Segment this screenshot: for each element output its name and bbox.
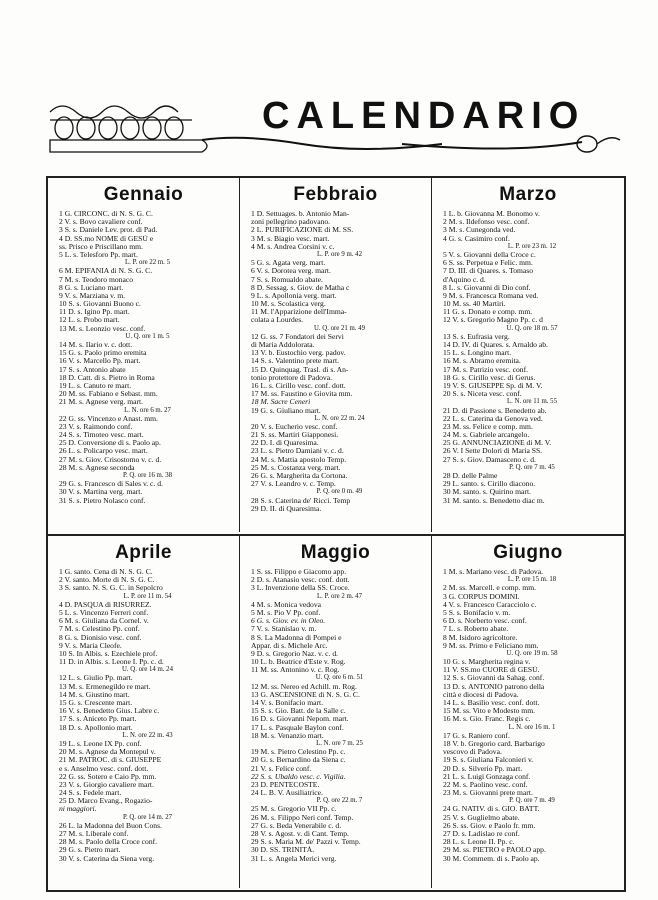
day-entry: 4 V. s. Francesco Caracciolo c. bbox=[443, 600, 537, 609]
month-cell bbox=[432, 534, 624, 888]
day-entry: 17 S. s. Aniceto Pp. mart. bbox=[59, 715, 137, 724]
day-entry: 31 M. santo. s. Benedetto diac m. bbox=[443, 496, 545, 505]
day-entry: 29 G. s. Pietro mart. bbox=[59, 846, 121, 855]
day-entry: 17 M. s. Patrizio vesc. conf. bbox=[443, 365, 528, 374]
month-days bbox=[432, 566, 624, 863]
day-entry: 13 V. b. Eustochio verg. padov. bbox=[251, 349, 346, 358]
moon-phase-line: U. Q. ore 1 m. 5 bbox=[125, 332, 170, 340]
day-entry: ✚ 8 D. Sessag. s. Giov. de Matha c bbox=[247, 284, 428, 292]
day-entry: 1 L. b. Giovanna M. Bonomo v. bbox=[443, 210, 540, 218]
month-days bbox=[48, 208, 239, 505]
day-entry: 18 M. s. Venanzio mart. bbox=[251, 731, 324, 740]
month-name: Maggio bbox=[300, 542, 371, 563]
day-entry: vescovo di Padova. bbox=[443, 748, 502, 757]
day-entry: 11 V. SS.mo CUORE di GESÙ. bbox=[443, 666, 540, 675]
day-entry: 15 G. s. Crescente mart. bbox=[59, 699, 133, 707]
day-entry: 2 V. santo. Morte di N. S. G. C. bbox=[59, 576, 155, 585]
day-entry: ✚ 3 S. s. Daniele Lev. prot. di Pad. bbox=[55, 226, 236, 234]
day-entry: ✚ 21 D. di Passione s. Benedetto ab. bbox=[439, 407, 621, 415]
day-entry: 13 M. s. Leonzio vesc. conf. bbox=[59, 324, 146, 333]
day-entry: 29 L. santo. s. Cirillo diacono. bbox=[443, 480, 536, 489]
day-entry: 10 M. ss. 40 Martiri. bbox=[443, 300, 506, 309]
day-entry: ✚ 9 D. s. Gregorio Naz. v. c. d. bbox=[247, 650, 428, 658]
day-entry: ✚ 18 D. Catt. di s. Pietro in Roma bbox=[55, 374, 236, 382]
day-entry: 29 S. s. Maria M. de' Pazzi v. Temp. bbox=[251, 838, 361, 847]
page-title: CALENDARIO bbox=[262, 95, 586, 137]
day-entry: 4 M. s. Monica vedova bbox=[251, 600, 322, 609]
day-entry: 12 M. ss. Nereo ed Achill. m. Rog. bbox=[251, 682, 357, 691]
day-entry: 22 M. s. Paolino vesc. conf. bbox=[443, 780, 528, 789]
day-entry: ✚ 23 D. PENTECOSTE. bbox=[247, 781, 428, 789]
day-entry: 28 L. s. Leone II. Pp. c. bbox=[443, 838, 515, 847]
day-entry: ✚ 6 M. EPIFANIA di N. S. G. C. bbox=[55, 267, 236, 275]
day-entry: 7 M. s. Celestino Pp. conf. bbox=[59, 625, 140, 634]
month-cell bbox=[240, 534, 432, 888]
day-entry: d'Aquino c. d. bbox=[443, 275, 486, 284]
day-entry: ni maggiori. bbox=[59, 805, 97, 814]
day-entry: 14 M. s. Ilario v. c. dott. bbox=[59, 341, 133, 349]
day-entry: 9 V. s. Maria Cleofe. bbox=[59, 641, 122, 650]
day-entry: 23 V. s. Raimondo conf. bbox=[59, 422, 133, 431]
moon-phase-line: U. Q. ore 14 m. 24 bbox=[122, 666, 173, 674]
moon-phase-line: L. N. ore 22 m. 24 bbox=[314, 414, 365, 422]
moon-phase-line: L. N. ore 22 m. 43 bbox=[122, 731, 173, 739]
day-entry: 8 G. s. Luciano mart. bbox=[59, 283, 124, 292]
day-entry: 18 G. s. Cirillo vesc. di Gerus. bbox=[443, 373, 536, 382]
month-days bbox=[432, 208, 624, 505]
day-entry: 8 L. s. Giovanni di Dio conf. bbox=[443, 283, 531, 292]
day-entry: 16 M. s. Gio. Franc. Regis c. bbox=[443, 715, 531, 724]
day-entry: 20 V. s. Eucherio vesc. conf. bbox=[251, 422, 338, 431]
calendar-header bbox=[42, 90, 622, 168]
day-entry: ✚ 19 V. S. GIUSEPPE Sp. di M. V. bbox=[439, 382, 621, 390]
day-entry: 10 L. b. Beatrice d'Este v. Rog. bbox=[251, 658, 346, 667]
day-entry: 2 L. PURIFICAZIONE di M. SS. bbox=[251, 226, 354, 235]
day-entry: 20 M. ss. Fabiano e Sebast. mm. bbox=[59, 390, 158, 399]
day-entry: 26 V. I Sette Dolori di Maria SS. bbox=[443, 447, 543, 456]
day-entry: 23 M. ss. Felice e comp. mm. bbox=[443, 422, 533, 431]
day-entry: ✚ 13 D. s. ANTONIO patrono della bbox=[439, 683, 621, 691]
day-entry: 15 L. s. Longino mart. bbox=[443, 349, 512, 358]
day-entry: 17 M. ss. Faustino e Giovita mm. bbox=[251, 390, 353, 399]
day-entry: 19 M. s. Pietro Celestino Pp. c. bbox=[251, 748, 346, 757]
day-entry: e s. Anselmo vesc. conf. dott. bbox=[59, 764, 149, 773]
moon-phase-line: P. Q. ore 7 m. 45 bbox=[509, 463, 555, 471]
day-entry: 15 M. ss. Vito e Modesto mm. bbox=[443, 707, 536, 716]
day-entry: 26 S. ss. Giov. e Paolo fr. mm. bbox=[443, 821, 536, 830]
day-entry: 16 V. s. Marcello Pp. mart. bbox=[59, 357, 141, 366]
day-entry: ✚ 14 D. IV. di Quares. s. Arnaldo ab. bbox=[439, 341, 621, 349]
day-entry: 4 G. s. Casimiro conf. bbox=[443, 234, 510, 243]
day-entry: 20 M. s. Agnese da Montepul v. bbox=[59, 748, 156, 757]
day-entry: 26 L. s. Policarpo vesc. mart. bbox=[59, 447, 148, 456]
day-entry: 14 L. s. Basilio vesc. conf. dott. bbox=[443, 699, 540, 707]
day-entry: 24 L. B. V. Ausiliatrice. bbox=[251, 789, 323, 798]
calendar-grid bbox=[46, 176, 626, 892]
moon-phase-line: P. Q. ore 16 m. 38 bbox=[122, 472, 173, 479]
day-entry: 2 V. s. Bovo cavaliere conf. bbox=[59, 218, 143, 227]
day-entry: 28 V. s. Agost. v. di Cant. Temp. bbox=[251, 830, 349, 838]
day-entry: 25 M. s. Costanza verg. mart. bbox=[251, 463, 341, 472]
moon-phase-line: U. Q. ore 18 m. 57 bbox=[506, 324, 558, 332]
day-entry: 21 S. ss. Martiri Giapponesi. bbox=[251, 431, 339, 440]
day-entry: 22 G. ss. Sotero e Caio Pp. mm. bbox=[59, 772, 157, 781]
day-entry: 15 G. s. Paolo primo eremita bbox=[59, 349, 147, 358]
day-entry: zoni pellegrino padovano. bbox=[251, 218, 331, 227]
day-entry: 27 V. s. Leandro v. c. Temp. bbox=[251, 480, 336, 489]
month-days bbox=[240, 208, 431, 513]
moon-phase-line: L. N. ore 7 m. 25 bbox=[316, 739, 363, 747]
day-entry: 26 L. la Madonna del Buon Cons. bbox=[59, 821, 162, 830]
day-entry: ✚ 15 D. Quinquag. Trasl. di s. An- bbox=[247, 366, 428, 374]
day-entry: ✚ 4 D. SS.mo NOME di GESÙ e bbox=[55, 235, 236, 243]
day-entry: ✚ 30 D. SS. TRINITÀ. bbox=[247, 846, 428, 854]
day-entry: 1 M. s. Mariano vesc. di Padova. bbox=[443, 568, 543, 576]
day-entry: 31 S. s. Pietro Nolasco conf. bbox=[59, 496, 146, 505]
day-entry: 4 M. s. Andrea Corsini v. c. bbox=[251, 242, 335, 251]
day-entry: 23 V. s. Giorgio cavaliere mart. bbox=[59, 780, 154, 789]
moon-phase-line: L. P. ore 22 m. 5 bbox=[125, 259, 170, 267]
day-entry: 9 L. s. Apollonia verg. mart. bbox=[251, 291, 337, 300]
day-entry: 7 S. s. Romualdo abate. bbox=[251, 275, 323, 284]
day-entry: 25 M. s. Gregorio VII Pp. c. bbox=[251, 805, 337, 814]
day-entry: 24 S. s. Fedele mart. bbox=[59, 789, 122, 798]
day-entry: 12 L. s. Giulio Pp. mart. bbox=[59, 674, 133, 683]
day-entry: 17 G. s. Raniero conf. bbox=[443, 731, 510, 740]
day-entry: ✚ 1 D. Settuages. b. Antonio Man- bbox=[247, 210, 428, 218]
moon-phase-line: U. Q. ore 6 m. 51 bbox=[315, 674, 364, 682]
day-entry: 2 M. ss. Marcell. e comp. mm. bbox=[443, 584, 537, 593]
day-entry: 27 M. s. Giov. Crisostomo v. c. d. bbox=[59, 455, 162, 464]
day-entry: 23 L. s. Pietro Damiani v. c. d. bbox=[251, 447, 344, 456]
day-entry: 12 S. s. Giovanni da Sahag. conf. bbox=[443, 674, 545, 683]
day-entry: 1 G. santo. Cena di N. S. G. C. bbox=[59, 568, 153, 576]
day-entry: ✚ 6 D. s. Norberto vesc. conf. bbox=[439, 617, 621, 625]
day-entry: 8 S. La Madonna di Pompei e bbox=[251, 633, 342, 642]
day-entry: ✚ 25 G. ANNUNCIAZIONE di M. V. bbox=[439, 439, 621, 447]
day-entry: 26 G. s. Margherita da Cortona. bbox=[251, 472, 348, 480]
day-entry: 20 G. s. Bernardino da Siena c. bbox=[251, 756, 346, 765]
day-entry: ✚ 1 G. CIRCONC. di N. S. G. C. bbox=[55, 210, 236, 218]
day-entry: 20 S. s. Niceta vesc. conf. bbox=[443, 390, 522, 399]
day-entry: ✚ 20 D. s. Silverio Pp. mart. bbox=[439, 765, 621, 773]
day-entry: città e diocesi di Padova. bbox=[443, 690, 519, 699]
moon-phase-line: L. N. ore 11 m. 55 bbox=[507, 398, 557, 406]
day-entry: 23 M. s. Giovanni prete mart. bbox=[443, 789, 533, 798]
day-entry: 3 M. s. Biagio vesc. mart. bbox=[251, 234, 330, 243]
day-entry: 11 G. s. Donato e comp. mm. bbox=[443, 308, 533, 317]
day-entry: 15 S. s. Gio. Batt. de la Salle c. bbox=[251, 707, 346, 716]
day-entry: 8 G. s. Dionisio vesc. conf. bbox=[59, 633, 142, 642]
day-entry: 21 L. s. Luigi Gonzaga conf. bbox=[443, 772, 531, 781]
day-entry: 8 M. Isidoro agricoltore. bbox=[443, 633, 518, 642]
day-entry: 27 M. s. Liberale conf. bbox=[59, 830, 129, 838]
day-entry: 31 L. s. Angela Merici verg. bbox=[251, 854, 337, 863]
day-entry: 24 S. s. Timoteo vesc. mart. bbox=[59, 431, 144, 440]
day-entry: 16 M. s. Abramo eremita. bbox=[443, 357, 521, 366]
day-entry: 24 G. NATIV. di s. GIO. BATT. bbox=[443, 805, 540, 814]
day-entry: 10 S. In Albis. s. Ezechiele prof. bbox=[59, 649, 158, 658]
day-entry: ✚ 2 D. s. Atanasio vesc. conf. dott. bbox=[247, 576, 428, 584]
moon-phase-line: P. Q. ore 14 m. 27 bbox=[122, 813, 173, 821]
day-entry: 7 V. s. Stanislao v. m. bbox=[251, 625, 317, 634]
moon-phase-line: L. P. ore 2 m. 47 bbox=[317, 592, 362, 600]
month-cell bbox=[48, 178, 240, 532]
day-entry: 5 L. s. Vincenzo Ferreri conf. bbox=[59, 608, 149, 617]
day-entry: 14 M. s. Giustino mart. bbox=[59, 690, 130, 699]
day-entry: 2 M. s. Ildefonso vesc. conf. bbox=[443, 218, 530, 227]
day-entry: 26 M. s. Filippo Neri conf. Temp. bbox=[251, 813, 354, 822]
month-name: Febbraio bbox=[293, 184, 378, 205]
day-entry: 19 L. s. Leone IX Pp. conf. bbox=[59, 739, 142, 748]
day-entry: 22 S. s. Ubaldo vesc. c. Vigilia. bbox=[251, 772, 346, 781]
day-entry: 19 L. s. Canuto re mart. bbox=[59, 381, 132, 390]
day-entry: 25 V. s. Guglielmo abate. bbox=[443, 813, 520, 822]
day-entry: ✚ 4 D. PASQUA di RISURREZ. bbox=[55, 601, 236, 609]
day-entry: 12 G. ss. 7 Fondatori dei Servi bbox=[251, 332, 344, 341]
day-entry: ✚ 18 D. s. Apollonio mart. bbox=[55, 724, 236, 732]
day-entry: ✚ 16 D. s. Giovanni Nepom. mart. bbox=[247, 715, 428, 723]
day-entry: ✚ 11 D. in Albis. s. Leone I. Pp. c. d. bbox=[55, 658, 236, 666]
day-entry: 13 S. s. Eufrasia verg. bbox=[443, 332, 510, 341]
moon-phase-line: L. P. ore 11 m. 54 bbox=[123, 592, 172, 600]
month-cell bbox=[48, 534, 240, 888]
month-days bbox=[240, 566, 431, 863]
day-entry: 12 L. s. Probo mart. bbox=[59, 316, 120, 325]
day-entry: 21 M. s. Agnese verg. mart. bbox=[59, 398, 144, 407]
moon-phase-line: P. Q. ore 0 m. 49 bbox=[316, 488, 363, 496]
day-entry: 5 S. s. Bonifacio v. m. bbox=[443, 608, 511, 617]
day-entry: 27 S. s. Giov. Damasceno c. d. bbox=[443, 455, 536, 464]
day-entry: ✚ 11 D. s. Igino Pp. mart. bbox=[55, 308, 236, 316]
day-entry: ✚ 27 D. s. Ladislao re conf. bbox=[439, 830, 621, 838]
month-name: Giugno bbox=[493, 542, 563, 563]
day-entry: 3 M. s. Cunegonda ved. bbox=[443, 226, 516, 235]
day-entry: 10 M. s. Scolastica verg. bbox=[251, 300, 326, 309]
day-entry: ✚ 13 G. ASCENSIONE di N. S. G. C. bbox=[247, 691, 428, 699]
day-entry: 9 V. s. Marziana v. m. bbox=[59, 291, 126, 300]
day-entry: 1 S. ss. Filippo e Giacomo app. bbox=[251, 568, 347, 576]
moon-phase-line: L. P. ore 15 m. 18 bbox=[507, 576, 557, 584]
day-entry: 28 S. s. Caterina de' Ricci. Temp bbox=[251, 496, 351, 505]
day-entry: 7 M. s. Teodoro monaco bbox=[59, 275, 133, 284]
day-entry: 14 S. s. Valentino prete mart. bbox=[251, 357, 340, 366]
day-entry: ✚ 25 D. Marco Evang., Rogazio- bbox=[55, 797, 236, 805]
moon-phase-line: L. P. ore 23 m. 12 bbox=[507, 242, 557, 250]
day-entry: di Maria Addolorata. bbox=[251, 341, 315, 349]
day-entry: 24 M. s. Gabriele arcangelo. bbox=[443, 431, 530, 440]
day-entry: ✚ 28 D. delle Palme bbox=[439, 472, 621, 480]
moon-phase-line: L. N. ore 6 m. 27 bbox=[124, 406, 171, 414]
month-name: Aprile bbox=[115, 542, 172, 563]
day-entry: 6 V. s. Dorotea verg. mart. bbox=[251, 267, 331, 276]
day-entry: 5 M. s. Pio V Pp. conf. bbox=[251, 608, 321, 617]
day-entry: 16 V. s. Benedetto Gius. Labre c. bbox=[59, 707, 160, 716]
day-entry: 6 G. s. Giov. ev. in Oleo. bbox=[251, 617, 326, 626]
day-entry: 19 S. s. Giuliana Falconieri v. bbox=[443, 756, 534, 765]
day-entry: colata a Lourdes. bbox=[251, 316, 304, 325]
day-entry: 14 V. s. Bonifacio mart. bbox=[251, 699, 324, 707]
day-entry: 5 G. s. Agata verg. mart. bbox=[251, 259, 326, 268]
day-entry: 18 V. b. Gregorio card. Barbarigo bbox=[443, 739, 545, 748]
day-entry: ✚ 29 M. ss. PIETRO e PAOLO app. bbox=[439, 846, 621, 854]
day-entry: 21 M. PATROC. di s. GIUSEPPE bbox=[59, 756, 162, 765]
moon-phase-line: L. N. ore 16 m. 1 bbox=[508, 723, 556, 731]
day-entry: 18 M. Sacre Ceneri bbox=[251, 398, 311, 407]
day-entry: 12 V. s. Gregorio Magno Pp. c. d bbox=[443, 316, 543, 325]
day-entry: 5 L. s. Telesforo Pp. mart. bbox=[59, 250, 138, 259]
moon-phase-line: U. Q. ore 21 m. 49 bbox=[314, 324, 365, 332]
day-entry: 6 S. ss. Perpetua e Felic. mm. bbox=[443, 259, 533, 268]
moon-phase-line: P. Q. ore 7 m. 49 bbox=[509, 797, 555, 805]
day-entry: ✚ 3 G. CORPUS DOMINI. bbox=[439, 593, 621, 601]
month-cell bbox=[432, 178, 624, 532]
day-entry: 5 V. s. Giovanni della Croce c. bbox=[443, 250, 536, 259]
day-entry: 10 G. s. Margherita regina v. bbox=[443, 658, 531, 667]
month-days bbox=[48, 566, 239, 863]
day-entry: 16 L. s. Cirillo vesc. conf. dott. bbox=[251, 381, 346, 390]
day-entry: 11 M. ss. Antonino v. c. Rog. bbox=[251, 666, 340, 675]
day-entry: 30 V. s. Caterina da Siena verg. bbox=[59, 854, 155, 863]
day-entry: 21 V. s. Felice conf. bbox=[251, 764, 312, 773]
day-entry: ss. Prisco e Priscillano mm. bbox=[59, 242, 143, 251]
day-entry: ✚ 25 D. Conversione di s. Paolo ap. bbox=[55, 439, 236, 447]
day-entry: 30 M. santo. s. Quirino mart. bbox=[443, 488, 531, 497]
day-entry: 17 S. s. Antonio abate bbox=[59, 365, 126, 374]
day-entry: 30 M. Commem. di s. Paolo ap. bbox=[443, 854, 540, 863]
day-entry: 29 G. s. Francesco di Sales v. c. d. bbox=[59, 480, 163, 489]
day-entry: Appar. di s. Michele Arc. bbox=[251, 641, 328, 650]
moon-phase-line: P. Q. ore 22 m. 7 bbox=[316, 797, 363, 805]
day-entry: 11 M. l'Apparizione dell'Imma- bbox=[251, 308, 347, 317]
day-entry: ✚ 22 D. I. di Quaresima. bbox=[247, 439, 428, 447]
day-entry: 30 V. s. Martina verg. mart. bbox=[59, 488, 143, 497]
day-entry: 3 S. santo. N. S. G. C. in Sepolcro bbox=[59, 584, 163, 593]
day-entry: 9 M. s. Francesca Romana ved. bbox=[443, 291, 539, 300]
day-entry: 13 M. s. Ermenegildo re mart. bbox=[59, 682, 151, 691]
month-name: Gennaio bbox=[103, 184, 184, 205]
moon-phase-line: U. Q. ore 19 m. 58 bbox=[506, 649, 558, 657]
day-entry: 10 S. s. Giovanni Buono c. bbox=[59, 300, 141, 309]
day-entry: tonio protettore di Padova. bbox=[251, 373, 332, 382]
day-entry: 6 M. s. Giuliana da Cornel. v. bbox=[59, 617, 149, 626]
day-entry: 27 G. s. Beda Venerabile c. d. bbox=[251, 821, 342, 830]
day-entry: 22 G. ss. Vincenzo e Anast. mm. bbox=[59, 414, 158, 423]
month-name: Marzo bbox=[499, 184, 557, 205]
month-cell bbox=[240, 178, 432, 532]
day-entry: 22 L. s. Caterina da Genova ved. bbox=[443, 414, 543, 423]
day-entry: ✚ 7 D. III. di Quares. s. Tomaso bbox=[439, 267, 621, 275]
day-entry: 24 M. s. Mattia apostolo Temp. bbox=[251, 455, 347, 464]
day-entry: 28 M. s. Paolo della Croce conf. bbox=[59, 838, 158, 847]
day-entry: 9 M. ss. Primo e Feliciano mm. bbox=[443, 641, 539, 650]
day-entry: 19 G. s. Giuliano mart. bbox=[251, 406, 321, 415]
moon-phase-line: L. P. ore 9 m. 42 bbox=[317, 250, 362, 258]
day-entry: 7 L. s. Roberto abate. bbox=[443, 625, 509, 634]
day-entry: 3 L. Invenzione della SS. Croce. bbox=[251, 584, 350, 593]
day-entry: 17 L. s. Pasquale Baylon conf. bbox=[251, 723, 344, 732]
day-entry: ✚ 29 D. II. di Quaresima. bbox=[247, 505, 428, 513]
day-entry: 28 M. s. Agnese seconda bbox=[59, 463, 135, 472]
